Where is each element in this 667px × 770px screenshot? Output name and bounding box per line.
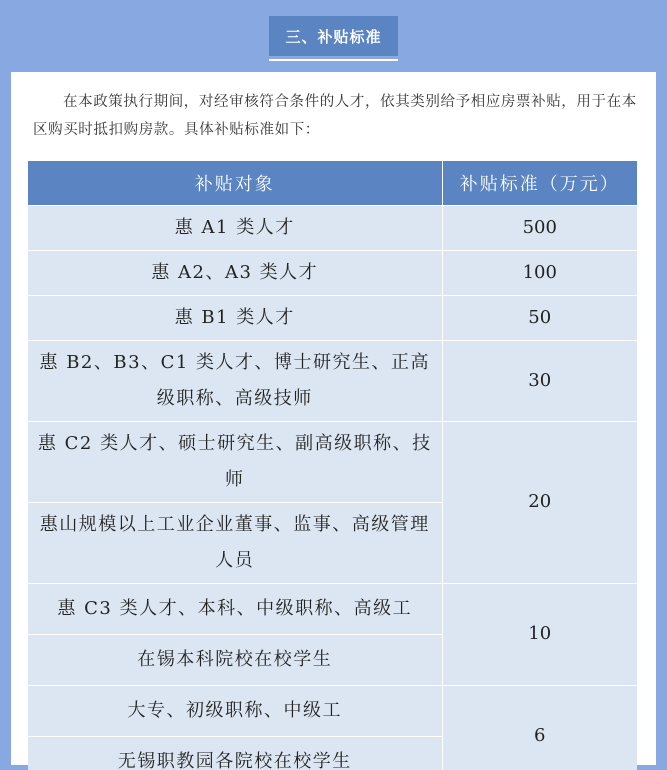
row-value: 10 — [442, 583, 637, 685]
row-value: 30 — [442, 340, 637, 421]
header-target: 补贴对象 — [28, 161, 442, 205]
row-target: 惠 A1 类人才 — [28, 205, 442, 250]
table-row — [28, 340, 637, 421]
row-value: 50 — [442, 295, 637, 340]
section-title-underline — [269, 59, 398, 61]
row-target: 惠山规模以上工业企业董事、监事、高级管理人员 — [28, 502, 442, 583]
intro-paragraph: 在本政策执行期间，对经审核符合条件的人才，依其类别给予相应房票补贴，用于在本区购买时抵扣购房款。具体补贴标准如下： — [33, 94, 637, 138]
row-target: 惠 C3 类人才、本科、中级职称、高级工 — [28, 583, 442, 634]
table-row — [28, 295, 637, 340]
row-value: 500 — [442, 205, 637, 250]
row-target: 在锡本科院校在校学生 — [28, 634, 442, 685]
row-target: 惠 A2、A3 类人才 — [28, 250, 442, 295]
table-row — [28, 205, 637, 250]
row-target: 惠 C2 类人才、硕士研究生、副高级职称、技师 — [28, 421, 442, 502]
row-value: 100 — [442, 250, 637, 295]
table-row — [28, 583, 637, 634]
subsidy-table — [28, 161, 637, 770]
header-standard: 补贴标准（万元） — [442, 161, 637, 205]
row-target: 无锡职教园各院校在校学生 — [28, 736, 442, 770]
row-target: 惠 B1 类人才 — [28, 295, 442, 340]
section-title: 三、补贴标准 — [269, 16, 398, 56]
table-header-row — [28, 161, 637, 205]
table-row — [28, 250, 637, 295]
table-row — [28, 685, 637, 736]
table-row — [28, 421, 637, 502]
row-value: 6 — [442, 685, 637, 770]
content-card — [11, 72, 656, 770]
row-value: 20 — [442, 421, 637, 583]
row-target: 大专、初级职称、中级工 — [28, 685, 442, 736]
row-target: 惠 B2、B3、C1 类人才、博士研究生、正高级职称、高级技师 — [28, 340, 442, 421]
